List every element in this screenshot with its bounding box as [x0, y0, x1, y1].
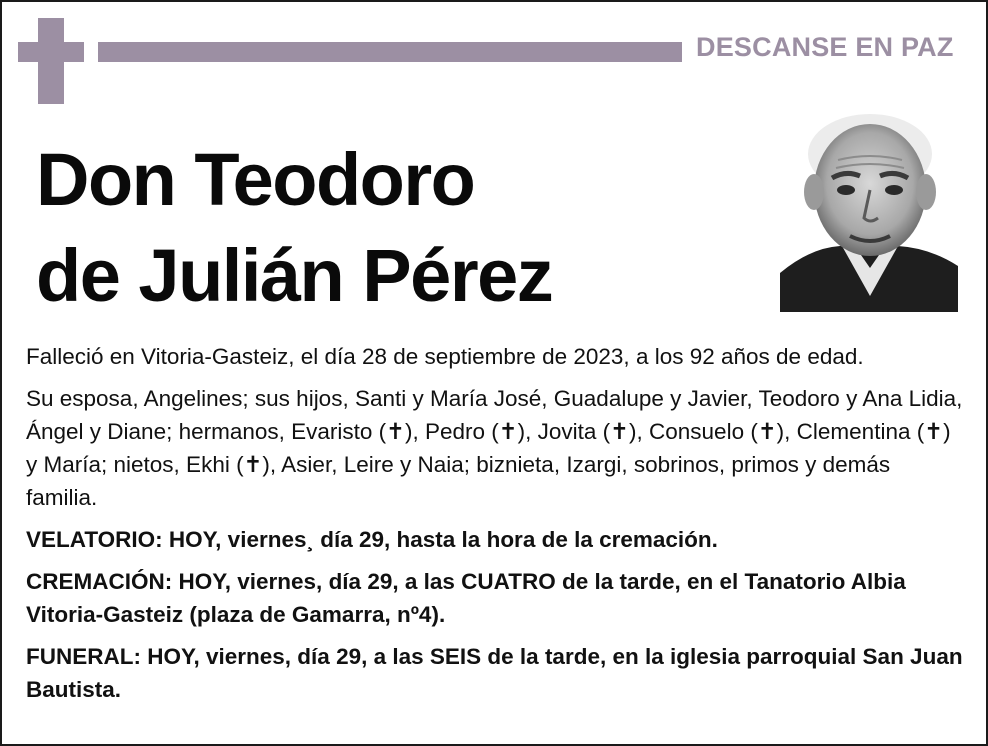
name-line-1: Don Teodoro	[36, 138, 475, 221]
cremacion-info: CREMACIÓN: HOY, viernes, día 29, a las CUATRO de la tarde, en el Tanatorio Albia Vitoria-Gasteiz (plaza de Gamarra, nº4).	[26, 569, 906, 627]
deceased-name	[36, 132, 552, 324]
death-statement: Falleció en Vitoria-Gasteiz, el día 28 de septiembre de 2023, a los 92 años de edad.	[26, 344, 864, 369]
velatorio-info: VELATORIO: HOY, viernes¸ día 29, hasta la hora de la cremación.	[26, 527, 718, 552]
notice-body	[26, 340, 966, 715]
tagline: DESCANSE EN PAZ	[696, 32, 954, 62]
name-line-2: de Julián Pérez	[36, 234, 553, 317]
cross-horizontal-bar	[18, 42, 84, 62]
portrait-photo	[780, 108, 958, 312]
funeral-info: FUNERAL: HOY, viernes, día 29, a las SEIS de la tarde, en la iglesia parroquial San Juan Bautista.	[26, 644, 963, 702]
header-rule	[98, 42, 682, 62]
family-list: Su esposa, Angelines; sus hijos, Santi y María José, Guadalupe y Javier, Teodoro y Ana Lidia, Ángel y Diane; hermanos, Evaristo (✝), Pedro (✝), Jovita (✝), Consuelo (✝), Clementina (✝) y María; nietos, Ekhi (✝), Asier, Leire y Naia; biznieta, Izargi, sobrinos, primos y demás familia.	[26, 386, 963, 510]
